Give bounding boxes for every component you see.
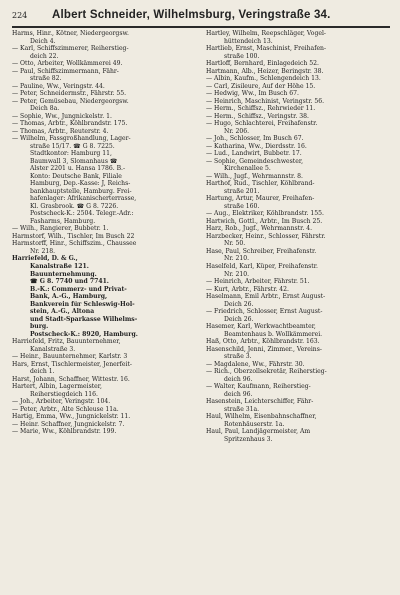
directory-entry-line: Postscheck-K.: 8920, Hamburg. bbox=[30, 330, 138, 338]
directory-entry-line: — Peter, Arbtr., Alte Schleuse 11a. bbox=[12, 405, 119, 413]
directory-entry-line: Hasenschild, Jenni, Zimmer., Vereins- bbox=[206, 345, 322, 353]
directory-entry-line: Hars, Ernst, Tischlermeister, Jenerfeit- bbox=[12, 360, 132, 368]
directory-entry-line: — Joh., Arbeiter, Veringstr. 104. bbox=[12, 398, 111, 406]
directory-entry-line: Baumwall 3, Slomanhaus ☎ bbox=[30, 157, 118, 165]
directory-entry-line: ☎ G 8. 7740 und 7741. bbox=[30, 278, 109, 286]
directory-entry-line: — Pauline, Ww., Veringstr. 44. bbox=[12, 82, 105, 90]
directory-entry-line: — Kurt, Arbtr., Fährstr. 42. bbox=[206, 285, 289, 293]
directory-entry-line: Hartung, Artur, Maurer, Freihafen- bbox=[206, 195, 315, 203]
directory-entry-line: Deich 8a. bbox=[30, 105, 60, 113]
directory-entry-line: Kanalstraße 121. bbox=[30, 262, 89, 270]
directory-entry-line: — Joh., Schlosser, Im Busch 67. bbox=[206, 135, 304, 143]
directory-entry-line: straße 201. bbox=[224, 187, 260, 195]
directory-entry-line: Hartert, Albin, Lagermeister, bbox=[12, 383, 102, 391]
directory-entry-line: B.-K.: Commerz- und Privat- bbox=[30, 285, 127, 293]
directory-entry-line: Rotenhäuserstr. 1a. bbox=[224, 420, 285, 428]
page-number: 224 bbox=[12, 10, 28, 20]
directory-entry-line: und Stadt-Sparkasse Wilhelms- bbox=[30, 315, 138, 323]
directory-entry-line: straße 31a. bbox=[224, 405, 260, 413]
directory-entry-line: — Herm., Schiffsz., Rehrwieder 11. bbox=[206, 105, 316, 113]
directory-entry-line: — Karl, Schiffszimmerer, Reiherstieg- bbox=[12, 45, 129, 53]
directory-entry-line: deich 1. bbox=[30, 368, 55, 376]
directory-entry-line: Nr. 218. bbox=[30, 247, 56, 255]
directory-entry-line: — Peter, Gemüsebau, Niedergeorgsw. bbox=[12, 97, 129, 105]
directory-entry-line: Harthof, Rud., Tischler, Köhlbrand- bbox=[206, 180, 315, 188]
directory-entry-line: Harriefeld, Fritz, Bauunternehmer, bbox=[12, 338, 121, 346]
directory-entry-line: deich 96. bbox=[224, 390, 253, 398]
directory-entry-line: Haul, Wilhelm, Eisenbahnschaffner, bbox=[206, 413, 317, 421]
directory-entry-line: Spritzenhaus 3. bbox=[224, 435, 273, 443]
directory-entry-line: Hartig, Emma, Ww., Jungnickelstr. 11. bbox=[12, 413, 131, 421]
directory-entry-line: deich 96. bbox=[224, 375, 253, 383]
directory-entry-line: straße 15/17. ☎ G 8. 7225. bbox=[30, 142, 115, 150]
directory-entry-line: — Herm., Schiffsz., Veringstr. 38. bbox=[206, 112, 309, 120]
directory-entry-line: Kirchenallee 5. bbox=[224, 165, 271, 173]
directory-entry-line: Hartloff, Bernhard, Einlagedeich 52. bbox=[206, 60, 319, 68]
directory-entry-line: Bank, A.-G., Hamburg, bbox=[30, 293, 108, 301]
directory-entry-line: bankhauptstelle, Hamburg. Frei- bbox=[30, 187, 132, 195]
directory-entry-line: — Thomas, Arbtr., Köhlbrandstr. 175. bbox=[12, 120, 128, 128]
directory-entry-line: — Otto, Arbeiter, Wollkämmerei 49. bbox=[12, 60, 123, 68]
directory-entry-line: — Heinr. Schaffner, Jungnickelstr. 7. bbox=[12, 420, 125, 428]
directory-entry-line: — Wilh., Rangierer, Bubbetr. 1. bbox=[12, 225, 109, 233]
directory-entry-line: — Marie, Ww., Köhlbrandstr. 199. bbox=[12, 428, 117, 436]
directory-entry-line: — Paul, Schiffszimmermann, Fähr- bbox=[12, 67, 119, 75]
directory-entry-line: straße 100. bbox=[224, 52, 260, 60]
directory-entry-line: Bankverein für Schleswig-Hol- bbox=[30, 300, 135, 308]
directory-entry-line: burg. bbox=[30, 323, 49, 331]
directory-entry-line: Reiherstiegdeich 116. bbox=[30, 390, 98, 398]
directory-entry-line: straße 3. bbox=[224, 353, 252, 361]
left-column bbox=[12, 30, 196, 443]
directory-entry-line: — Heinrich, Maschinist, Veringstr. 56. bbox=[206, 97, 325, 105]
directory-entry-line: Hasenstein, Leichterschiffer, Fähr- bbox=[206, 398, 314, 406]
directory-entry-line: — Rich., Oberzollsekretär, Reiherstieg- bbox=[206, 368, 327, 376]
directory-columns bbox=[12, 30, 390, 443]
directory-entry-line: Harriefeld, D. & G., bbox=[12, 255, 78, 263]
directory-entry-line: Harmstorf, Wilh., Tischler, Im Busch 22 bbox=[12, 232, 135, 240]
directory-entry-line: Nr. 206. bbox=[224, 127, 250, 135]
directory-entry-line: straße 82. bbox=[30, 75, 62, 83]
directory-entry-line: — Hedwig, Ww., Im Busch 67. bbox=[206, 90, 299, 98]
directory-entry-line: — Hugo, Schlachterei, Freihafenstr. bbox=[206, 120, 318, 128]
directory-entry-line: Hasemer, Karl, Werkwachtbeamter, bbox=[206, 323, 316, 331]
directory-entry-line: — Wilhelm, Fassgroßhandlung, Lager- bbox=[12, 135, 131, 143]
directory-entry-line: Hartley, Wilhelm, Reepschläger, Vogel- bbox=[206, 30, 326, 37]
directory-entry-line: — Friedrich, Schlosser, Ernst August- bbox=[206, 308, 323, 316]
directory-entry-line: Harmstorff, Hinr., Schiffszim., Chaussee bbox=[12, 240, 137, 248]
directory-entry-line: Alster 2201 u. Hansa 1786. B.- bbox=[30, 165, 126, 173]
directory-entry-line: — Albin, Kaufm., Schlengendeich 13. bbox=[206, 75, 321, 83]
directory-entry-line: Deich 26. bbox=[224, 315, 254, 323]
directory-entry-line: Nr. 210. bbox=[224, 255, 250, 263]
directory-entry-line: — Sophie, Gemeindeschwester, bbox=[206, 157, 304, 165]
directory-entry-line: stein, A.-G., Altona bbox=[30, 308, 95, 316]
directory-entry-line: Hartlieb, Ernst, Maschinist, Freihafen- bbox=[206, 45, 327, 53]
directory-entry-line: Nr. 210. bbox=[224, 270, 250, 278]
directory-entry-line: — Magdalene, Ww., Fährstr. 30. bbox=[206, 360, 305, 368]
directory-entry-line: Hartmann, Alb., Heizer, Beringstr. 38. bbox=[206, 67, 324, 75]
directory-entry-line: straße 160. bbox=[224, 202, 260, 210]
directory-entry-line: Deich 4. bbox=[30, 37, 56, 45]
directory-entry-line: — Heinr., Bauunternehmer, Karlstr. 3 bbox=[12, 353, 128, 361]
directory-entry-line: Hartwich, Gottl., Arbtr., Im Busch 25. bbox=[206, 217, 323, 225]
directory-entry-line: — Heinrich, Arbeiter, Fährstr. 51. bbox=[206, 278, 310, 286]
directory-entry-line: — Wilh., Jugf., Wehrmannstr. 8. bbox=[206, 172, 303, 180]
directory-entry-line: Harms, Hinr., Kötner, Niedergeorgsw. bbox=[12, 30, 129, 37]
directory-entry-line: Bauunternehmung. bbox=[30, 270, 97, 278]
directory-entry-line: Nr. 50. bbox=[224, 240, 246, 248]
directory-entry-line: Konto: Deutsche Bank, Filiale bbox=[30, 172, 122, 180]
directory-entry-line: — Katharina, Ww., Dierdsstr. 16. bbox=[206, 142, 307, 150]
directory-entry-line: Harz, Rob., Jugf., Wehrmannstr. 4. bbox=[206, 225, 313, 233]
directory-entry-line: hafenlager: Afrikanischerterrasse, bbox=[30, 195, 137, 203]
directory-entry-line: deich 22. bbox=[30, 52, 59, 60]
right-column bbox=[206, 30, 390, 443]
directory-entry-line: Haß, Otto, Arbtr., Köhlbrandstr. 163. bbox=[206, 338, 320, 346]
directory-entry-line: Kanalstraße 3. bbox=[30, 345, 76, 353]
directory-entry-line: — Aug., Elektriker, Köhlbrandstr. 155. bbox=[206, 210, 324, 218]
directory-entry-line: Haselmann, Emil Arbtr., Ernst August- bbox=[206, 293, 326, 301]
directory-entry-line: Harzbecker, Heinr., Schlosser, Fährstr. bbox=[206, 232, 326, 240]
directory-entry-line: — Peter, Schneidermstr., Fährstr. 55. bbox=[12, 90, 127, 98]
directory-entry-line: Fasharms, Hamburg. bbox=[30, 217, 96, 225]
directory-entry-line: Harst, Johann, Schaffner, Wittestr. 16. bbox=[12, 375, 130, 383]
directory-entry-line: — Carl, Zisileure, Auf der Höhe 15. bbox=[206, 82, 316, 90]
directory-entry-line: Stadtkontor: Hamburg 11, bbox=[30, 150, 112, 158]
directory-entry-line: Kl. Grasbrook. ☎ G 8. 7226. bbox=[30, 202, 119, 210]
directory-entry-line: Haselfeld, Karl, Küper, Freihafenstr. bbox=[206, 262, 318, 270]
directory-entry-line: — Sophie, Ww., Jungnickelstr. 1. bbox=[12, 112, 112, 120]
directory-entry-line: — Thomas, Arbtr., Reuterstr. 4. bbox=[12, 127, 109, 135]
directory-entry-line: Hase, Paul, Schreiber, Freihafenstr. bbox=[206, 247, 317, 255]
directory-entry-line: hüttendeich 13. bbox=[224, 37, 273, 45]
directory-entry-line: — Lud., Landwirt, Bubbetr. 17. bbox=[206, 150, 302, 158]
directory-entry-line: — Walter, Kaufmann, Reiherstieg- bbox=[206, 383, 311, 391]
directory-entry-line: Beamtenhaus b. Wollkämmerei. bbox=[224, 330, 323, 338]
directory-entry-line: Hamburg, Dep.-Kasse: J, Reichs- bbox=[30, 180, 131, 188]
page-header-title: Albert Schneider, Wilhelmsburg, Veringstraße 34. bbox=[52, 9, 331, 21]
directory-entry-line: Deich 26. bbox=[224, 300, 254, 308]
page-header bbox=[12, 6, 390, 28]
directory-entry-line: Haul, Paul, Landjägermeister, Am bbox=[206, 428, 311, 436]
directory-entry-line: Postscheck-K.: 2504. Telegr.-Adr.: bbox=[30, 210, 134, 218]
